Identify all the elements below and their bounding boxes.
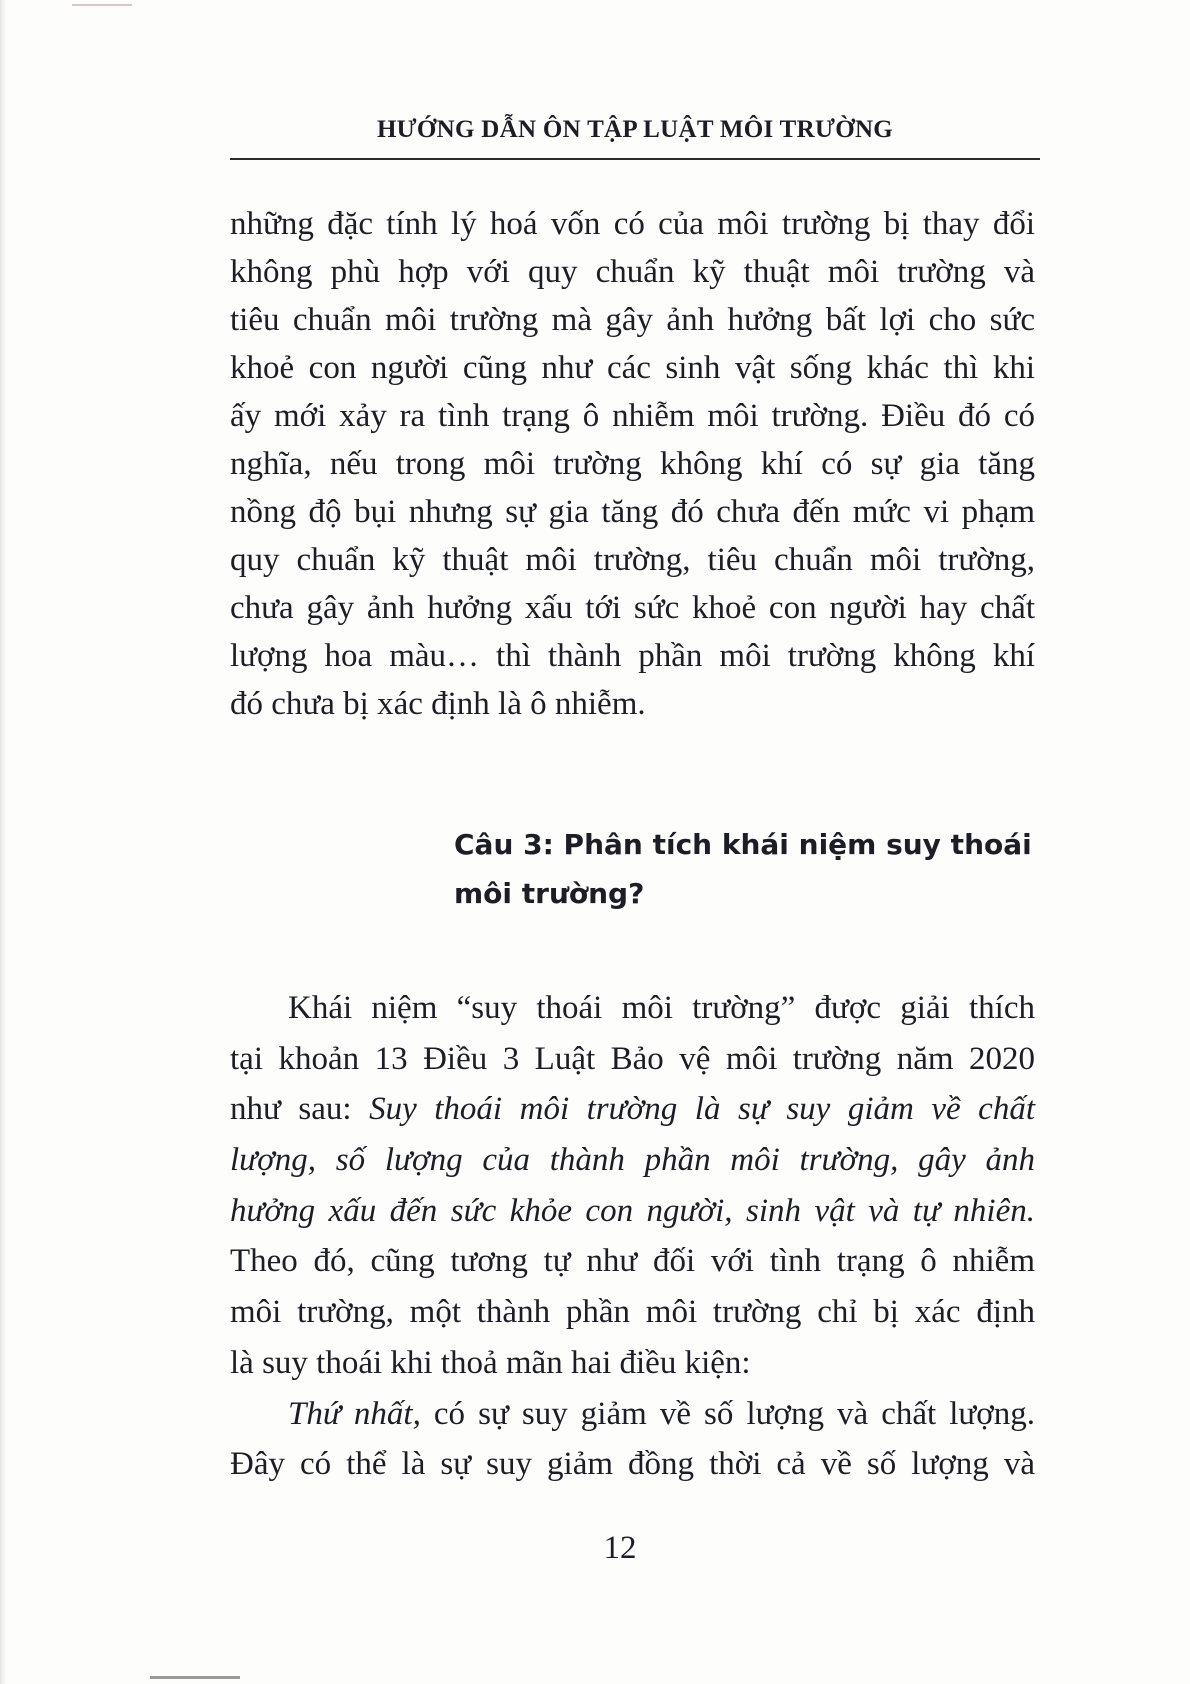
text-line — [230, 488, 1035, 536]
text-line — [454, 869, 1034, 918]
text-segment: môi trường, một thành phần môi trường chỉ bị xác định — [230, 1294, 1035, 1331]
text-line — [230, 1236, 1035, 1287]
text-line — [230, 632, 1035, 680]
running-head: HƯỚNG DẪN ÔN TẬP LUẬT MÔI TRƯỜNG — [376, 116, 894, 143]
italic-text: hưởng xấu đến sức khỏe con người, sinh vật và tự nhiên. — [230, 1192, 1035, 1229]
text-line — [230, 1034, 1035, 1085]
text-segment: là suy thoái khi thoả mãn hai điều kiện: — [230, 1344, 751, 1381]
italic-text: Thứ nhất, — [288, 1395, 421, 1432]
text-line — [230, 1287, 1035, 1338]
text-line — [230, 440, 1035, 488]
text-segment: không phù hợp với quy chuẩn kỹ thuật môi trường và — [230, 254, 1035, 290]
text-line — [230, 680, 1035, 728]
header-rule — [230, 158, 1040, 160]
text-line — [230, 1084, 1035, 1135]
text-line — [230, 200, 1035, 248]
text-line — [230, 1135, 1035, 1186]
text-line — [230, 248, 1035, 296]
text-segment: chưa gây ảnh hưởng xấu tới sức khoẻ con người hay chất — [230, 590, 1035, 626]
text-segment: có sự suy giảm về số lượng và chất lượng. — [420, 1395, 1035, 1432]
text-line — [230, 1389, 1035, 1440]
text-segment: quy chuẩn kỹ thuật môi trường, tiêu chuẩn môi trường, — [230, 542, 1035, 578]
text-segment: tiêu chuẩn môi trường mà gây ảnh hưởng bất lợi cho sức — [230, 302, 1035, 338]
italic-text: Suy thoái môi trường là sự suy giảm về chất — [369, 1091, 1035, 1128]
text-segment: nồng độ bụi nhưng sự gia tăng đó chưa đến mức vi phạm — [230, 494, 1035, 530]
text-line — [454, 820, 1034, 869]
text-line — [230, 584, 1035, 632]
text-segment: Khái niệm “suy thoái môi trường” được giải thích — [288, 990, 1035, 1026]
italic-text: lượng, số lượng của thành phần môi trường, gây ảnh — [230, 1142, 1035, 1179]
scan-mark — [150, 1676, 240, 1679]
scan-mark — [72, 4, 132, 6]
body-paragraph-2 — [230, 983, 1035, 1490]
text-segment: đó chưa bị xác định là ô nhiễm. — [230, 686, 646, 722]
page-number: 12 — [603, 1530, 637, 1566]
text-line — [230, 344, 1035, 392]
text-segment: khoẻ con người cũng như các sinh vật sống khác thì khi — [230, 350, 1035, 386]
text-segment: nghĩa, nếu trong môi trường không khí có sự gia tăng — [230, 446, 1035, 482]
text-segment: Câu 3: Phân tích khái niệm suy thoái — [454, 828, 1032, 861]
question-heading — [454, 820, 1034, 918]
body-paragraph-1 — [230, 200, 1035, 728]
text-line — [230, 1439, 1035, 1490]
text-line — [230, 392, 1035, 440]
text-line — [230, 1186, 1035, 1237]
text-line — [230, 536, 1035, 584]
text-segment: như sau: — [230, 1091, 370, 1128]
text-segment: những đặc tính lý hoá vốn có của môi trường bị thay đổi — [230, 206, 1035, 242]
page-edge-shadow — [0, 0, 6, 1684]
text-segment: Đây có thể là sự suy giảm đồng thời cả về số lượng và — [230, 1446, 1035, 1483]
text-line — [230, 983, 1035, 1034]
text-line — [230, 1338, 1035, 1389]
text-segment: tại khoản 13 Điều 3 Luật Bảo vệ môi trường năm 2020 — [230, 1040, 1035, 1077]
text-segment: ấy mới xảy ra tình trạng ô nhiễm môi trường. Điều đó có — [230, 398, 1035, 434]
text-line — [230, 296, 1035, 344]
text-segment: lượng hoa màu… thì thành phần môi trường không khí — [230, 638, 1035, 674]
text-segment: Theo đó, cũng tương tự như đối với tình trạng ô nhiễm — [230, 1243, 1035, 1280]
text-segment: môi trường? — [454, 877, 645, 910]
